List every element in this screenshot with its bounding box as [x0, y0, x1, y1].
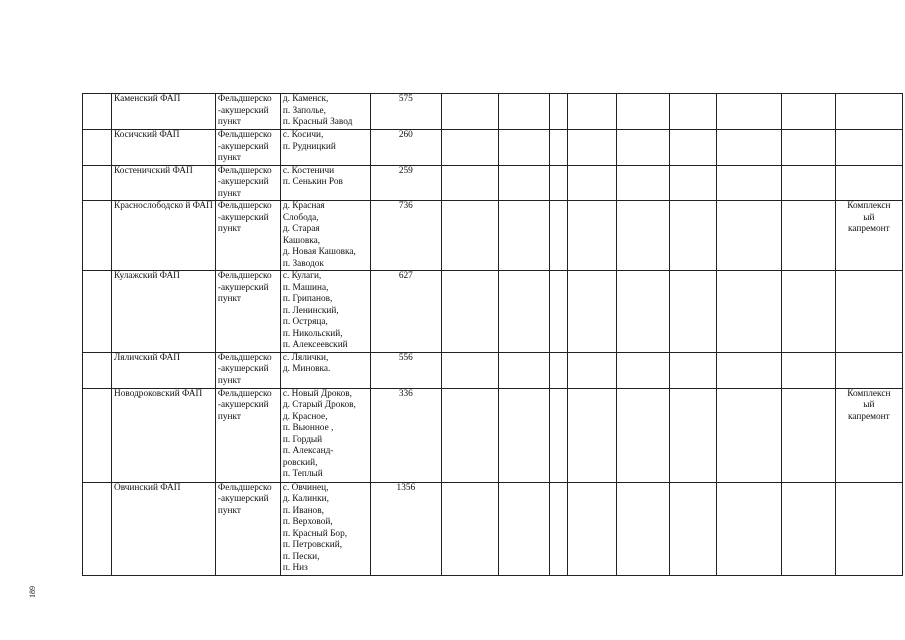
blank-cell — [83, 94, 112, 130]
page-number: 189 — [28, 586, 37, 598]
text-line: капремонт — [847, 411, 890, 422]
empty-cell — [669, 201, 716, 271]
text-line: д. Старая — [282, 224, 320, 234]
empty-cell — [567, 352, 616, 388]
text-line: Фельдшерско — [217, 352, 272, 363]
text-line: д. Красная — [282, 201, 325, 211]
empty-cell — [549, 201, 567, 271]
text-line: с. Лялички, — [282, 352, 329, 363]
facilities-table — [82, 93, 903, 576]
empty-cell — [781, 165, 835, 201]
population-count: 259 — [370, 165, 441, 201]
text-line: -акушерский — [217, 177, 269, 187]
text-line: п. Никольский, — [282, 328, 343, 339]
empty-cell — [616, 271, 669, 353]
text-line: -акушерский — [217, 212, 269, 223]
text-line: д. Красное, — [282, 411, 328, 422]
text-line: Кашовка, — [282, 235, 321, 246]
empty-cell — [616, 130, 669, 166]
empty-cell — [441, 165, 498, 201]
empty-cell — [441, 271, 498, 353]
empty-cell — [716, 130, 781, 166]
facility-name: Ляличский ФАП — [112, 352, 216, 388]
empty-cell — [549, 165, 567, 201]
empty-cell — [549, 482, 567, 575]
text-line: п. Верховой, — [282, 517, 333, 527]
text-line: -акушерский — [217, 282, 269, 293]
text-line: капремонт — [847, 224, 890, 234]
text-line: ый — [863, 212, 875, 223]
table-row — [83, 352, 903, 388]
text-line: п. Сенькин Ров — [282, 177, 343, 187]
text-line: пункт — [217, 411, 241, 422]
text-line: с. Овчинец, — [282, 482, 329, 493]
text-line: п. Александ- — [282, 446, 334, 456]
text-line: п. Рудницкий — [282, 141, 336, 152]
text-line: Комплексн — [847, 388, 891, 399]
empty-cell — [716, 352, 781, 388]
served-settlements — [280, 165, 370, 201]
text-line: ый — [863, 400, 875, 410]
served-settlements — [280, 271, 370, 353]
text-line: Фельдшерско — [217, 482, 272, 493]
empty-cell — [716, 388, 781, 482]
text-line: п. Машина, — [282, 282, 329, 293]
blank-cell — [83, 271, 112, 353]
population-count: 736 — [370, 201, 441, 271]
empty-cell — [441, 201, 498, 271]
empty-cell — [567, 201, 616, 271]
empty-cell — [616, 352, 669, 388]
empty-cell — [781, 271, 835, 353]
text-line: п. Петровский, — [282, 540, 343, 550]
empty-cell — [716, 201, 781, 271]
empty-cell — [549, 130, 567, 166]
facility-type — [215, 271, 280, 353]
note-cell — [835, 482, 902, 575]
text-line: п. Пески, — [282, 551, 320, 562]
facility-type — [215, 94, 280, 130]
empty-cell — [498, 165, 549, 201]
empty-cell — [669, 165, 716, 201]
population-count: 1356 — [370, 482, 441, 575]
empty-cell — [567, 130, 616, 166]
text-line: п. Красный Бор, — [282, 528, 348, 539]
empty-cell — [669, 130, 716, 166]
empty-cell — [567, 94, 616, 130]
empty-cell — [441, 388, 498, 482]
text-line: -акушерский — [217, 141, 269, 152]
blank-cell — [83, 201, 112, 271]
facility-type — [215, 130, 280, 166]
text-line: Фельдшерско — [217, 94, 272, 104]
empty-cell — [716, 94, 781, 130]
note-cell — [835, 388, 902, 482]
empty-cell — [669, 94, 716, 130]
table-row — [83, 165, 903, 201]
empty-cell — [567, 482, 616, 575]
empty-cell — [716, 271, 781, 353]
text-line: Фельдшерско — [217, 201, 272, 211]
text-line: д. Новая Кашовка, — [282, 247, 356, 257]
table-row — [83, 201, 903, 271]
text-line: п. Гордый — [282, 434, 323, 445]
text-line: с. Кулаги, — [282, 271, 322, 281]
text-line: д. Миновка. — [282, 364, 331, 374]
facility-name: Новодроковский ФАП — [112, 388, 216, 482]
text-line: пункт — [217, 294, 241, 304]
empty-cell — [781, 130, 835, 166]
text-line: Комплексн — [847, 201, 891, 211]
text-line: Слобода, — [282, 212, 319, 223]
blank-cell — [83, 388, 112, 482]
blank-cell — [83, 130, 112, 166]
facility-type — [215, 201, 280, 271]
empty-cell — [616, 165, 669, 201]
text-line: пункт — [217, 505, 241, 516]
text-line: Фельдшерско — [217, 165, 272, 176]
text-line: -акушерский — [217, 400, 269, 410]
note-cell — [835, 165, 902, 201]
facility-type — [215, 388, 280, 482]
empty-cell — [616, 482, 669, 575]
served-settlements — [280, 94, 370, 130]
note-cell — [835, 201, 902, 271]
served-settlements — [280, 201, 370, 271]
empty-cell — [616, 201, 669, 271]
text-line: д. Калинки, — [282, 494, 329, 504]
empty-cell — [549, 388, 567, 482]
empty-cell — [441, 94, 498, 130]
text-line: -акушерский — [217, 364, 269, 374]
text-line: ровский, — [282, 457, 318, 468]
text-line: с. Костеничи — [282, 165, 335, 176]
empty-cell — [441, 130, 498, 166]
blank-cell — [83, 352, 112, 388]
text-line: пункт — [217, 153, 241, 163]
empty-cell — [441, 482, 498, 575]
facility-name: Кулажский ФАП — [112, 271, 216, 353]
empty-cell — [498, 482, 549, 575]
empty-cell — [669, 352, 716, 388]
empty-cell — [498, 352, 549, 388]
empty-cell — [498, 130, 549, 166]
text-line: с. Косичи, — [282, 130, 324, 140]
empty-cell — [716, 482, 781, 575]
facility-type — [215, 482, 280, 575]
text-line: п. Остряца, — [282, 317, 328, 327]
facility-name: Костеничский ФАП — [112, 165, 216, 201]
empty-cell — [498, 271, 549, 353]
blank-cell — [83, 165, 112, 201]
text-line: п. Низ — [282, 563, 308, 573]
note-cell — [835, 130, 902, 166]
text-line: п. Грипанов, — [282, 294, 333, 304]
empty-cell — [669, 271, 716, 353]
text-line: пункт — [217, 117, 241, 127]
text-line: п. Красный Завод — [282, 117, 353, 127]
empty-cell — [781, 94, 835, 130]
table-row — [83, 482, 903, 575]
empty-cell — [616, 94, 669, 130]
text-line: п. Иванов, — [282, 505, 324, 516]
empty-cell — [567, 165, 616, 201]
population-count: 627 — [370, 271, 441, 353]
empty-cell — [781, 482, 835, 575]
text-line: д. Каменск, — [282, 94, 329, 104]
facility-name: Каменский ФАП — [112, 94, 216, 130]
population-count: 260 — [370, 130, 441, 166]
empty-cell — [441, 352, 498, 388]
text-line: -акушерский — [217, 105, 269, 116]
table-row — [83, 271, 903, 353]
facility-name: Косичский ФАП — [112, 130, 216, 166]
served-settlements — [280, 352, 370, 388]
empty-cell — [498, 94, 549, 130]
text-line: п. Вьюнное , — [282, 423, 334, 433]
text-line: Фельдшерско — [217, 271, 272, 281]
blank-cell — [83, 482, 112, 575]
text-line: Фельдшерско — [217, 388, 272, 399]
facility-type — [215, 352, 280, 388]
text-line: п. Теплый — [282, 469, 323, 479]
empty-cell — [669, 482, 716, 575]
served-settlements — [280, 388, 370, 482]
table-row — [83, 388, 903, 482]
text-line: -акушерский — [217, 494, 269, 504]
text-line: п. Алексеевский — [282, 340, 348, 350]
empty-cell — [549, 352, 567, 388]
empty-cell — [549, 94, 567, 130]
empty-cell — [781, 388, 835, 482]
served-settlements — [280, 130, 370, 166]
text-line: пункт — [217, 375, 241, 386]
empty-cell — [549, 271, 567, 353]
empty-cell — [781, 352, 835, 388]
population-count: 575 — [370, 94, 441, 130]
text-line: п. Заводок — [282, 258, 324, 269]
text-line: д. Старый Дроков, — [282, 400, 356, 410]
facility-name: Краснослободско й ФАП — [112, 201, 216, 271]
text-line: пункт — [217, 224, 241, 234]
text-line: с. Новый Дроков, — [282, 388, 352, 399]
population-count: 336 — [370, 388, 441, 482]
table-row — [83, 130, 903, 166]
empty-cell — [567, 271, 616, 353]
empty-cell — [567, 388, 616, 482]
text-line: п. Ленинский, — [282, 305, 339, 316]
empty-cell — [498, 388, 549, 482]
empty-cell — [498, 201, 549, 271]
served-settlements — [280, 482, 370, 575]
empty-cell — [781, 201, 835, 271]
facility-type — [215, 165, 280, 201]
population-count: 556 — [370, 352, 441, 388]
empty-cell — [716, 165, 781, 201]
note-cell — [835, 271, 902, 353]
text-line: п. Заполье, — [282, 105, 326, 116]
table-row — [83, 94, 903, 130]
note-cell — [835, 94, 902, 130]
facility-name: Овчинский ФАП — [112, 482, 216, 575]
text-line: Фельдшерско — [217, 130, 272, 140]
note-cell — [835, 352, 902, 388]
empty-cell — [616, 388, 669, 482]
text-line: пункт — [217, 188, 241, 199]
empty-cell — [669, 388, 716, 482]
